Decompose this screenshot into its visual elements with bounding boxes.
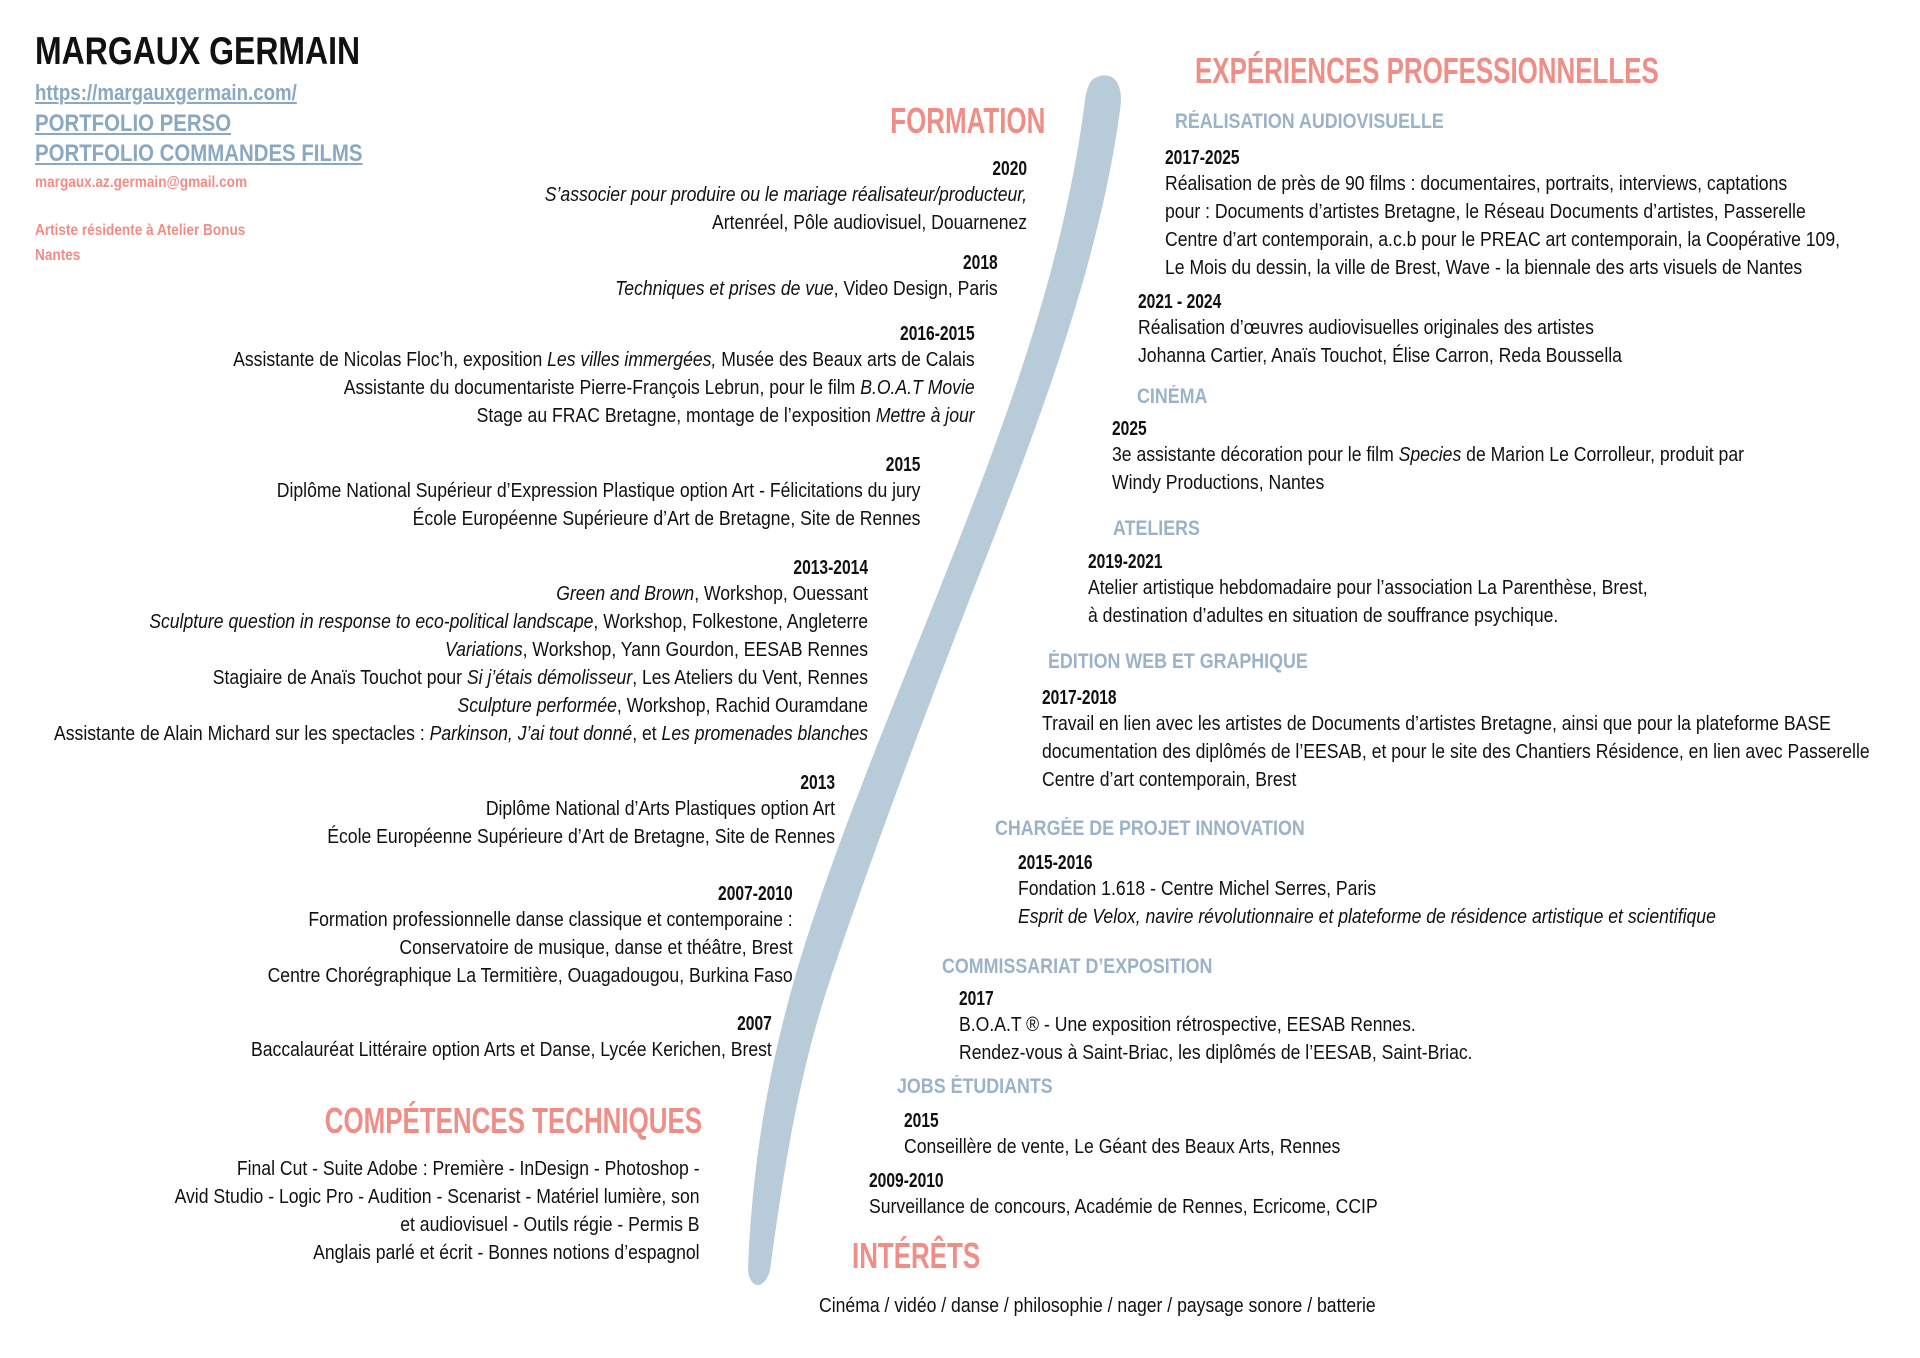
competences-title: COMPÉTENCES TECHNIQUES [324,1100,702,1141]
portfolio-perso-link[interactable]: PORTFOLIO PERSO [35,110,232,137]
formation-2020 [479,158,1027,237]
interets-line: Cinéma / vidéo / danse / philosophie / nager / paysage sonore / batterie [819,1295,1376,1317]
formation-2013 [258,772,835,851]
jobs-subtitle: JOBS ÉTUDIANTS [897,1075,1053,1098]
cinema-2025 [1112,418,1830,497]
innovation-2015-2016 [1018,852,1811,931]
formation-line: Stage au FRAC Bretagne, montage de l’exposition Mettre à jour [477,405,975,427]
competence-line: Avid Studio - Logic Pro - Audition - Scenarist - Matériel lumière, son [175,1186,700,1208]
experience-line: Centre d’art contemporain, a.c.b pour le PREAC art contemporain, la Coopérative 109, [1165,229,1841,251]
competence-line: Final Cut - Suite Adobe : Première - InDesign - Photoshop - [237,1158,700,1180]
competences-list [103,1155,700,1267]
experience-line: à destination d’adultes en situation de souffrance psychique. [1088,605,1559,627]
experience-line: Atelier artistique hebdomadaire pour l’association La Parenthèse, Brest, [1088,577,1648,599]
formation-line: Conservatoire de musique, danse et théâtre, Brest [399,937,793,959]
person-name: MARGAUX GERMAIN [35,30,361,73]
year-label: 2017-2025 [1165,147,1240,169]
email-address[interactable]: margaux.az.germain@gmail.com [35,174,248,191]
year-label: 2007 [737,1013,772,1035]
innovation-subtitle: CHARGÉE DE PROJET INNOVATION [995,817,1305,840]
year-label: 2013-2014 [793,557,868,579]
experience-line: Conseillère de vente, Le Géant des Beaux Arts, Rennes [904,1136,1341,1158]
year-label: 2015-2016 [1018,852,1093,874]
competence-line: Anglais parlé et écrit - Bonnes notions d’espagnol [313,1242,700,1264]
formation-2015 [189,454,920,533]
year-label: 2009-2010 [869,1170,944,1192]
formation-line: Sculpture question in response to eco-political landscape, Workshop, Folkestone, Angleterre [149,611,868,633]
experience-line: Travail en lien avec les artistes de Documents d’artistes Bretagne, ainsi que pour la plateforme BASE [1042,713,1831,735]
experience-line: Le Mois du dessin, la ville de Brest, Wave - la biennale des arts visuels de Nantes [1165,257,1803,279]
formation-line: Diplôme National d’Arts Plastiques option Art [485,798,835,820]
experience-line: Réalisation d’œuvres audiovisuelles originales des artistes [1138,317,1594,339]
year-label: 2021 - 2024 [1138,291,1222,313]
year-label: 2007-2010 [718,883,793,905]
experience-line: 3e assistante décoration pour le film Species de Marion Le Corrolleur, produit par [1112,444,1744,466]
experience-line: pour : Documents d’artistes Bretagne, le Réseau Documents d’artistes, Passerelle [1165,201,1806,223]
experience-line: Esprit de Velox, navire révolutionnaire et plateforme de résidence artistique et scientifique [1018,906,1716,928]
formation-line: Artenréel, Pôle audiovisuel, Douarnenez [711,212,1027,234]
formation-title: FORMATION [889,100,1045,141]
formation-line: Assistante de Nicolas Floc’h, exposition Les villes immergées, Musée des Beaux arts de Calais [233,349,975,371]
residence-line-1: Artiste résidente à Atelier Bonus [35,222,246,239]
formation-line: S’associer pour produire ou le mariage réalisateur/producteur, [544,184,1027,206]
year-label: 2020 [992,158,1027,180]
formation-line: Diplôme National Supérieur d’Expression Plastique option Art - Félicitations du jury [276,480,920,502]
formation-line: Variations, Workshop, Yann Gourdon, EESAB Rennes [445,639,868,661]
experience-line: Réalisation de près de 90 films : documentaires, portraits, interviews, captations [1165,173,1788,195]
realisation-2021-2024 [1138,291,1688,370]
formation-2016-2015 [132,323,975,430]
formation-line: Baccalauréat Littéraire option Arts et Danse, Lycée Kerichen, Brest [251,1039,772,1061]
experience-line: documentation des diplômés de l’EESAB, et pour le site des Chantiers Résidence, en lien avec Passerelle [1042,741,1870,763]
formation-line: École Européenne Supérieure d’Art de Bretagne, Site de Rennes [412,508,920,530]
formation-line: Green and Brown, Workshop, Ouessant [556,583,868,605]
ateliers-2019-2021 [1088,551,1724,630]
year-label: 2015 [885,454,920,476]
year-label: 2018 [963,252,998,274]
formation-line: École Européenne Supérieure d’Art de Bretagne, Site de Rennes [327,826,835,848]
formation-line: Sculpture performée, Workshop, Rachid Ouramdane [457,695,868,717]
formation-2018 [563,252,998,303]
formation-line: Stagiaire de Anaïs Touchot pour Si j’étais démolisseur, Les Ateliers du Vent, Rennes [212,667,868,689]
formation-line: Centre Chorégraphique La Termitière, Ouagadougou, Burkina Faso [267,965,793,987]
year-label: 2025 [1112,418,1147,440]
experiences-title: EXPÉRIENCES PROFESSIONNELLES [1195,50,1659,91]
formation-line: Assistante du documentariste Pierre-François Lebrun, pour le film B.O.A.T Movie [344,377,975,399]
experience-line: Rendez-vous à Saint-Briac, les diplômés de l’EESAB, Saint-Briac. [959,1042,1473,1064]
experience-line: B.O.A.T ® - Une exposition rétrospective, EESAB Rennes. [959,1014,1416,1036]
jobs-2009-2010 [869,1170,1447,1221]
commissariat-subtitle: COMMISSARIAT D’EXPOSITION [942,955,1213,978]
jobs-2015 [904,1110,1400,1161]
experience-line: Johanna Cartier, Anaïs Touchot, Élise Carron, Reda Boussella [1138,345,1622,367]
realisation-subtitle: RÉALISATION AUDIOVISUELLE [1175,110,1444,133]
experience-line: Centre d’art contemporain, Brest [1042,769,1297,791]
year-label: 2015 [904,1110,939,1132]
year-label: 2016-2015 [900,323,975,345]
residence-line-2: Nantes [35,247,81,264]
commissariat-2017 [959,988,1543,1067]
year-label: 2013 [800,772,835,794]
ateliers-subtitle: ATELIERS [1113,517,1200,540]
year-label: 2017-2018 [1042,687,1117,709]
formation-line: Techniques et prises de vue, Video Design, Paris [615,278,998,300]
experience-line: Fondation 1.618 - Centre Michel Serres, Paris [1018,878,1377,900]
competence-line: et audiovisuel - Outils régie - Permis B [400,1214,700,1236]
formation-2007 [180,1013,772,1064]
cinema-subtitle: CINÉMA [1137,385,1208,408]
formation-line: Assistante de Alain Michard sur les spectacles : Parkinson, J’ai tout donné, et Les promenades blanches [54,723,868,745]
website-link[interactable]: https://margauxgermain.com/ [35,80,297,105]
year-label: 2019-2021 [1088,551,1163,573]
experience-line: Surveillance de concours, Académie de Rennes, Ecricome, CCIP [869,1196,1378,1218]
edition-2017-2018 [1042,687,1920,794]
portfolio-commandes-link[interactable]: PORTFOLIO COMMANDES FILMS [35,140,363,167]
formation-2007-2010 [196,883,793,990]
edition-subtitle: ÉDITION WEB ET GRAPHIQUE [1048,650,1308,673]
formation-2013-2014 [0,557,868,748]
realisation-2017-2025 [1165,147,1920,282]
year-label: 2017 [959,988,994,1010]
experience-line: Windy Productions, Nantes [1112,472,1325,494]
interets-title: INTÉRÊTS [852,1235,981,1276]
formation-line: Formation professionnelle danse classique et contemporaine : [308,909,793,931]
